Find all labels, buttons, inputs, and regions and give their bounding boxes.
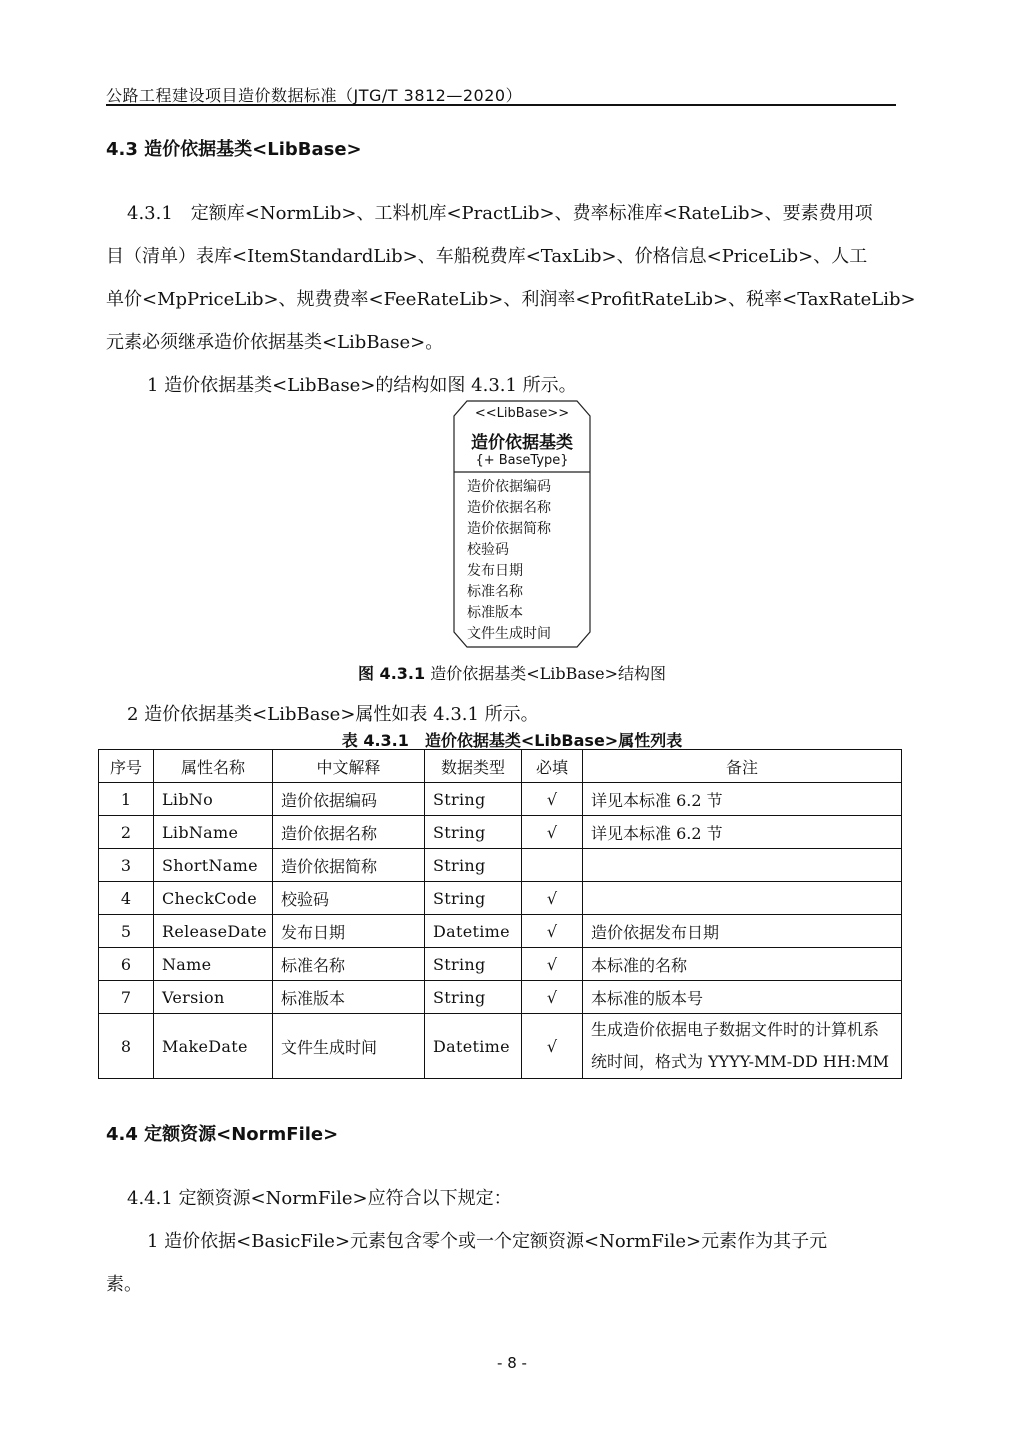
cell-chinese: 发布日期 <box>273 915 425 948</box>
cell-note: 造价依据发布日期 <box>583 915 902 948</box>
cell-attr-name: ReleaseDate <box>154 915 273 948</box>
cell-required <box>522 849 583 882</box>
table-header-row <box>99 750 902 783</box>
cell-type: Datetime <box>425 1014 522 1079</box>
cell-type: Datetime <box>425 915 522 948</box>
running-header: 公路工程建设项目造价数据标准（JTG/T 3812—2020） <box>106 86 523 105</box>
cell-type: String <box>425 948 522 981</box>
cell-chinese: 造价依据编码 <box>273 783 425 816</box>
diagram-class-title: 造价依据基类 <box>471 433 573 453</box>
libbase-class-diagram <box>453 400 591 648</box>
cell-attr-name: Name <box>154 948 273 981</box>
cell-index: 3 <box>99 849 154 882</box>
cell-note: 本标准的名称 <box>583 948 902 981</box>
cell-chinese: 造价依据名称 <box>273 816 425 849</box>
diagram-attribute: 造价依据简称 <box>467 521 551 537</box>
list-item-1: 1 造价依据基类<LibBase>的结构如图 4.3.1 所示。 <box>147 375 577 396</box>
table-row <box>99 882 902 915</box>
cell-required: √ <box>522 948 583 981</box>
cell-index: 1 <box>99 783 154 816</box>
figure-caption-label: 图 4.3.1 <box>357 664 426 683</box>
list-item-1-line2: 素。 <box>106 1274 142 1295</box>
section-heading-4-4: 4.4 定额资源<NormFile> <box>106 1124 339 1145</box>
diagram-attribute: 校验码 <box>467 542 509 558</box>
cell-required: √ <box>522 981 583 1014</box>
paragraph-4-4-1: 4.4.1 定额资源<NormFile>应符合以下规定： <box>127 1188 512 1209</box>
cell-required: √ <box>522 915 583 948</box>
page-number: - 8 - <box>497 1354 527 1372</box>
list-item-2: 2 造价依据基类<LibBase>属性如表 4.3.1 所示。 <box>127 704 539 725</box>
cell-index: 8 <box>99 1014 154 1079</box>
header-cell: 序号 <box>99 750 154 783</box>
paragraph-4-3-1-line3: 单价<MpPriceLib>、规费费率<FeeRateLib>、利润率<ProfitRateLib>、税率<TaxRateLib> <box>106 289 916 310</box>
cell-note <box>583 882 902 915</box>
table-row <box>99 948 902 981</box>
header-cell: 中文解释 <box>273 750 425 783</box>
cell-chinese: 标准版本 <box>273 981 425 1014</box>
figure-caption-text: 造价依据基类<LibBase>结构图 <box>425 664 666 683</box>
cell-attr-name: MakeDate <box>154 1014 273 1079</box>
cell-type: String <box>425 882 522 915</box>
cell-note: 详见本标准 6.2 节 <box>583 816 902 849</box>
table-row <box>99 1014 902 1079</box>
table-caption: 表 4.3.1 造价依据基类<LibBase>属性列表 <box>341 731 683 750</box>
cell-required: √ <box>522 816 583 849</box>
header-cell: 必填 <box>522 750 583 783</box>
cell-type: String <box>425 783 522 816</box>
cell-index: 4 <box>99 882 154 915</box>
cell-required: √ <box>522 882 583 915</box>
cell-index: 6 <box>99 948 154 981</box>
cell-required: √ <box>522 1014 583 1079</box>
cell-note <box>583 849 902 882</box>
cell-attr-name: ShortName <box>154 849 273 882</box>
cell-required: √ <box>522 783 583 816</box>
cell-index: 2 <box>99 816 154 849</box>
paragraph-4-3-1-line4: 元素必须继承造价依据基类<LibBase>。 <box>106 332 444 353</box>
diagram-attribute: 造价依据名称 <box>467 500 551 516</box>
table-row <box>99 783 902 816</box>
cell-chinese: 文件生成时间 <box>273 1014 425 1079</box>
diagram-attribute: 造价依据编码 <box>467 479 551 495</box>
header-rule <box>106 104 896 106</box>
table-row <box>99 816 902 849</box>
cell-chinese: 标准名称 <box>273 948 425 981</box>
cell-note: 本标准的版本号 <box>583 981 902 1014</box>
table-row <box>99 981 902 1014</box>
paragraph-4-3-1-line1: 4.3.1 定额库<NormLib>、工料机库<PractLib>、费率标准库<RateLib>、要素费用项 <box>127 203 873 224</box>
cell-attr-name: LibNo <box>154 783 273 816</box>
cell-chinese: 造价依据简称 <box>273 849 425 882</box>
header-cell: 数据类型 <box>425 750 522 783</box>
cell-note: 生成造价依据电子数据文件时的计算机系统时间，格式为 YYYY-MM-DD HH:MM <box>583 1014 902 1079</box>
figure-caption <box>0 661 1024 684</box>
diagram-attribute: 标准名称 <box>467 584 523 600</box>
cell-attr-name: LibName <box>154 816 273 849</box>
diagram-attribute: 发布日期 <box>467 563 523 579</box>
cell-attr-name: Version <box>154 981 273 1014</box>
diagram-basetype: {+ BaseType} <box>475 453 569 468</box>
cell-index: 7 <box>99 981 154 1014</box>
cell-note: 详见本标准 6.2 节 <box>583 783 902 816</box>
table-row <box>99 915 902 948</box>
cell-chinese: 校验码 <box>273 882 425 915</box>
paragraph-4-3-1-line2: 目（清单）表库<ItemStandardLib>、车船税费库<TaxLib>、价格信息<PriceLib>、人工 <box>106 246 868 267</box>
cell-index: 5 <box>99 915 154 948</box>
table-row <box>99 849 902 882</box>
diagram-attribute: 标准版本 <box>467 605 523 621</box>
diagram-attribute: 文件生成时间 <box>467 626 551 642</box>
header-cell: 属性名称 <box>154 750 273 783</box>
libbase-attribute-table <box>98 749 902 1079</box>
cell-attr-name: CheckCode <box>154 882 273 915</box>
diagram-stereotype: <<LibBase>> <box>474 406 570 421</box>
cell-type: String <box>425 981 522 1014</box>
header-cell: 备注 <box>583 750 902 783</box>
cell-type: String <box>425 849 522 882</box>
section-heading-4-3: 4.3 造价依据基类<LibBase> <box>106 139 362 160</box>
list-item-1-line1: 1 造价依据<BasicFile>元素包含零个或一个定额资源<NormFile>元素作为其子元 <box>147 1231 828 1252</box>
cell-type: String <box>425 816 522 849</box>
